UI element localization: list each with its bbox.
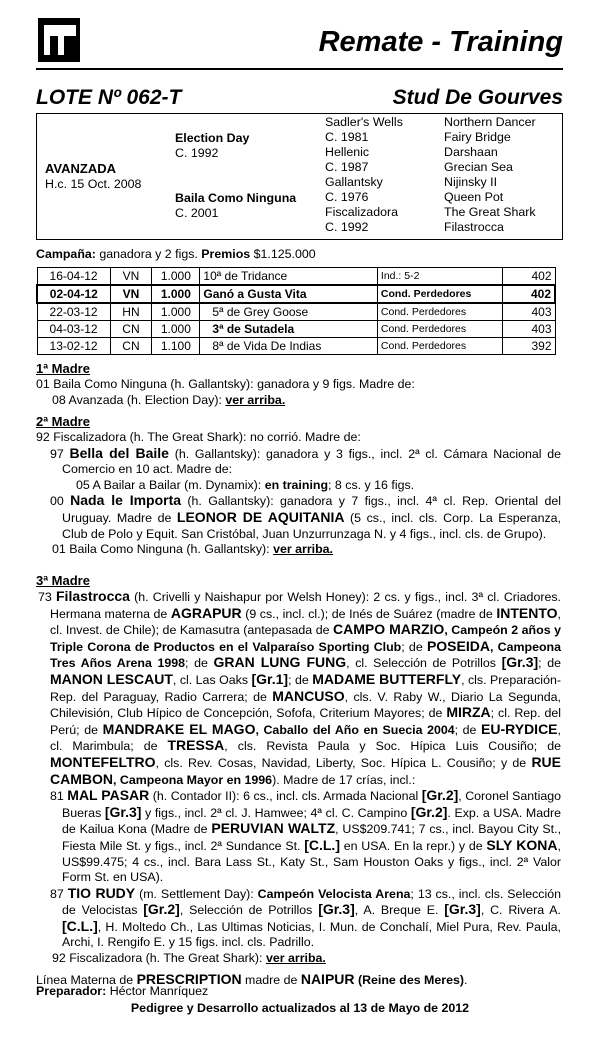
first-dam-foal: 08 Avanzada (h. Election Day): ver arriba. <box>52 392 286 407</box>
ancestor: Fairy Bridge <box>444 130 511 144</box>
update-note: Pedigree y Desarrollo actualizados al 13 de Mayo de 2012 <box>130 1001 470 1015</box>
table-row: 13-02-12 CN 1.100 8ª de Vida De Indias Cond. Perdedores 392 <box>37 338 555 355</box>
third-dam-paragraph: 73 Filastrocca (h. Crivelli y Naishapur por Welsh Honey): 2 cs. y figs., incl. 3ª cl. Criadores. Hermana materna de AGRAPUR (9 cs., incl. cl.); de Inés de Suárez (madre de INTENTO, cl. Invest. de Chile); de Kamasutra (antepasada de CAMPO MARZIO, Campeón 2 años y Triple Corona de Productos en el Valparaíso Sporting Club; de POSEIDA, Campeona Tres Años Arena 1998; de GRAN LUNG FUNG, cl. Selección de Potrillos [Gr.3]; de MANON LESCAUT, cl. Las Oaks [Gr.1]; de MADAME BUTTERFLY, cls. Preparación-Rep. del Paraguay, Radio Carrera; de MANCUSO, cls. V. Raby W., Diario La Segunda, Chilevisión, Club Hípico de Concepción, Sofofa, Criterium Mayores; de MIRZA; cl. Rep. del Perú; de MANDRAKE EL MAGO, Caballo del Año en Suecia 2004; de EU-RYDICE, cl. Marimbula; de TRESSA, cls. Revista Paula y Soc. Hípica Luis Cousiño; de MONTEFELTRO, cls. Rev. Cosas, Navidad, Liberty, Soc. Hípica L. Cousiño; y de RUE CAMBON, Campeona Mayor en 1996). Madre de 17 crías, incl.: <box>38 588 562 787</box>
horse-name: AVANZADA <box>45 161 117 176</box>
second-dam-foal: 00 Nada le Importa (h. Gallantsky): ganadora y 7 figs., incl. 4ª cl. Rep. Oriental del Uruguay. Madre de LEONOR DE AQUITANIA (5 cs., incl. cls. Corp. La Esperanza, Club de Polo y Equit. San Cristóbal, Juan Unzurrunzaga N. y 4 figs., incl. cls. de Grupo). <box>50 492 561 541</box>
brand-logo-icon <box>36 16 82 64</box>
page-title: Remate - Training <box>318 26 563 58</box>
ancestor: Queen Pot <box>444 190 504 204</box>
lot-number: LOTE Nº 062-T <box>36 86 182 109</box>
ancestor: The Great Shark <box>444 205 536 219</box>
race-table <box>36 267 556 355</box>
second-dam-foal: 97 Bella del Baile (h. Gallantsky): ganadora y 3 figs., incl. 2ª cl. Cámara Nacional de Comercio en 10 act. Madre de: <box>50 444 561 477</box>
grandsire-2-year: C. 1987 <box>325 160 369 174</box>
second-dam-grandfoal: 05 A Bailar a Bailar (m. Dynamix): en training; 8 cs. y 16 figs. <box>76 477 415 492</box>
dam-year: C. 2001 <box>175 206 219 220</box>
grandsire-3: Gallantsky <box>325 175 383 189</box>
ancestor: Darshaan <box>444 145 498 159</box>
third-dam-foal: 87 TIO RUDY (m. Settlement Day): Campeón Velocista Arena; 13 cs., incl. cls. Selección de Velocistas [Gr.2], Selección de Potrillos [Gr.3], A. Breque E. [Gr.3], C. Rivera A. [C.L.], H. Moltedo Ch., Las Ultimas Noticias, I. Mun. de Conchalí, Miel Pura, Rev. Paula, Archi, I. Rengifo E. y 15 figs. incl. cls. Padrillo. <box>50 884 562 950</box>
second-dam-foal: 01 Baila Como Ninguna (h. Gallantsky): ver arriba. <box>52 542 334 557</box>
ancestor: Grecian Sea <box>444 160 513 174</box>
third-dam-heading: 3ª Madre <box>36 573 90 588</box>
grandsire-4-year: C. 1992 <box>325 220 369 234</box>
ancestor: Nijinsky II <box>444 175 498 189</box>
sire-year: C. 1992 <box>175 146 219 160</box>
campaign-line: Campaña: ganadora y 2 figs. Premios $1.125.000 <box>36 247 316 261</box>
third-dam-foal: 92 Fiscalizadora (h. The Great Shark): ver arriba. <box>52 951 326 966</box>
third-dam-section <box>36 573 561 988</box>
first-dam-section <box>36 361 561 408</box>
sire-name: Election Day <box>175 131 250 145</box>
grandsire-1: Sadler's Wells <box>325 115 403 129</box>
table-row: 16-04-12 VN 1.000 10ª de Tridance Ind.: 5-2 402 <box>37 268 555 286</box>
divider <box>36 68 563 70</box>
pedigree-box <box>36 113 563 240</box>
dam-name: Baila Como Ninguna <box>175 191 297 205</box>
third-dam-foal: 81 MAL PASAR (h. Contador II): 6 cs., incl. cls. Armada Nacional [Gr.2], Coronel Santiago Bueras [Gr.3] y figs., incl. 2ª cl. J. Hamwee; 4ª cl. C. Campino [Gr.2]. Exp. a USA. Madre de Kailua Kona (Madre de PERUVIAN WALTZ, US$209.741; 7 cs., incl. Bayou City St., Fiesta Mile St. y figs., incl. 2ª Sundance St. [C.L.] en USA. En la repr.) y de SLY KONA, US$99.475; 4 cs., incl. Bara Lass St., Katy St., Sam Houston Oaks y figs., incl. 2ª Valor Form St. en USA). <box>50 787 562 885</box>
stud-name: Stud De Gourves <box>392 86 563 109</box>
second-dam-line: 92 Fiscalizadora (h. The Great Shark): no corrió. Madre de: <box>36 430 361 444</box>
second-dam-heading: 2ª Madre <box>36 414 90 429</box>
first-dam-line: 01 Baila Como Ninguna (h. Gallantsky): ganadora y 9 figs. Madre de: <box>36 377 415 391</box>
ancestor: Northern Dancer <box>444 115 536 129</box>
second-dam-section <box>36 414 561 558</box>
ancestor: Filastrocca <box>444 220 504 234</box>
horse-info: H.c. 15 Oct. 2008 <box>45 177 142 191</box>
grandsire-3-year: C. 1976 <box>325 190 369 204</box>
grandsire-2: Hellenic <box>325 145 370 159</box>
table-row: 22-03-12 HN 1.000 5ª de Grey Goose Cond. Perdedores 403 <box>37 303 555 321</box>
trainer-line: Preparador: Héctor Manríquez <box>36 984 209 998</box>
maternal-line: Línea Materna de PRESCRIPTION madre de NAIPUR (Reine des Meres). <box>36 970 468 987</box>
grandsire-4: Fiscalizadora <box>325 205 398 219</box>
grandsire-1-year: C. 1981 <box>325 130 369 144</box>
table-row: 02-04-12 VN 1.000 Ganó a Gusta Vita Cond. Perdedores 402 <box>37 285 555 303</box>
first-dam-heading: 1ª Madre <box>36 361 90 376</box>
table-row: 04-03-12 CN 1.000 3ª de Sutadela Cond. Perdedores 403 <box>37 321 555 338</box>
